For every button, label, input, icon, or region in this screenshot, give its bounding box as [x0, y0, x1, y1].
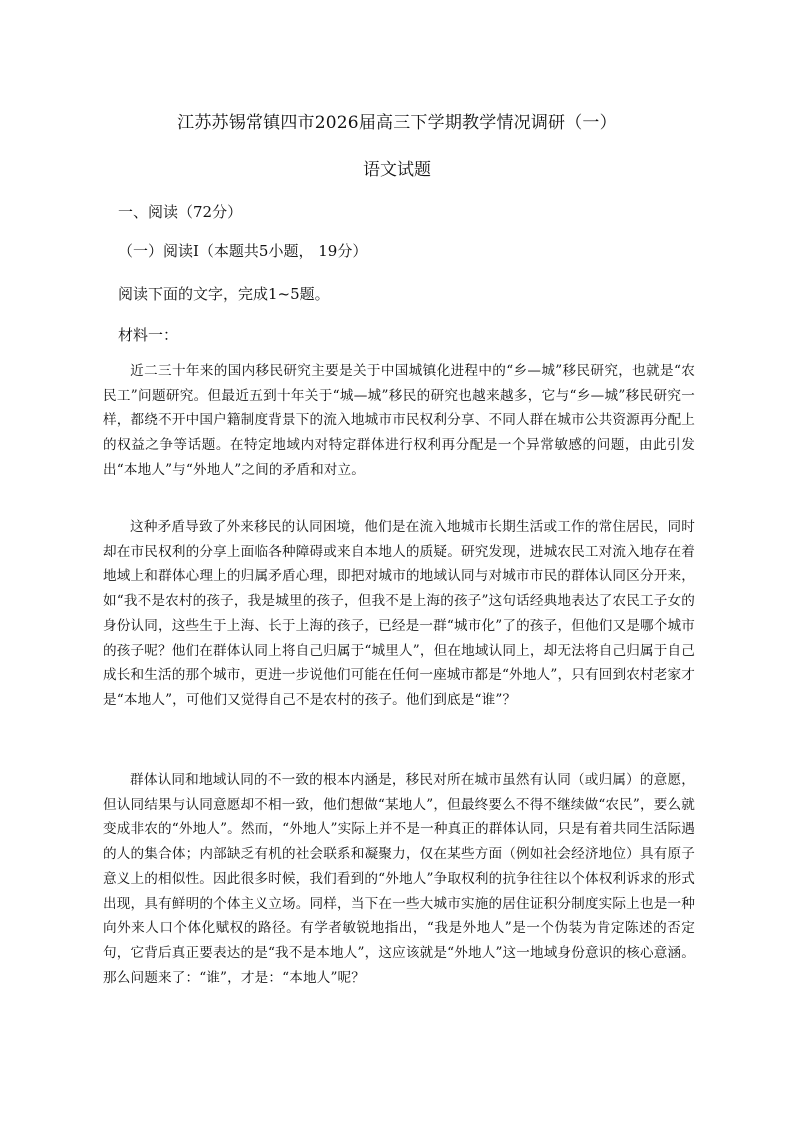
document-title: 江苏苏锡常镇四市2026届高三下学期教学情况调研（一） [177, 113, 617, 133]
paragraph-1-text: 近二三十年来的国内移民研究主要是关于中国城镇化进程中的“乡—城”移民研究，也就是“农民工”问题研究。但最近五到十年关于“城—城”移民的研究也越来越多，它与“乡—城”移民研究一样，都绕不开中国户籍制度背景下的流入地城市市民权利分享、不同人群在城市公共资源再分配上的权益之争等话题。在特定地域内对特定群体进行权利再分配是一个异常敏感的问题，由此引发出“本地人”与“外地人”之间的矛盾和对立。 [103, 363, 695, 478]
paragraph-3 [103, 768, 695, 990]
paragraph-3-text: 群体认同和地域认同的不一致的根本内涵是，移民对所在城市虽然有认同（或归属）的意愿，但认同结果与认同意愿却不相一致，他们想做“某地人”，但最终要么不得不继续做“农民”，要么就变成非农的“外地人”。然而，“外地人”实际上并不是一种真正的群体认同，只是有着共同生活际遇的人的集合体；内部缺乏有机的社会联系和凝聚力，仅在某些方面（例如社会经济地位）具有原子意义上的相似性。因此很多时候，我们看到的“外地人”争取权利的抗争往往以个体权利诉求的形式出现，具有鲜明的个体主义立场。同样，当下在一些大城市实施的居住证积分制度实际上也是一种向外来人口个体化赋权的路径。有学者敏锐地指出，“我是外地人”是一个伪装为肯定陈述的否定句，它背后真正要表达的是“我不是本地人”，这应该就是“外地人”这一地域身份意识的核心意涵。那么问题来了：“谁”，才是：“本地人”呢？ [103, 772, 695, 986]
subsection-heading: （一）阅读Ⅰ（本题共5小题， 19分） [118, 242, 368, 260]
document-subtitle: 语文试题 [363, 160, 431, 180]
instruction-text: 阅读下面的文字，完成1~5题。 [118, 285, 330, 303]
material-label: 材料一： [118, 326, 179, 344]
paragraph-1 [103, 359, 695, 483]
section-heading: 一、阅读（72分） [118, 203, 243, 221]
paragraph-2 [103, 515, 695, 713]
paragraph-2-text: 这种矛盾导致了外来移民的认同困境，他们是在流入地城市长期生活或工作的常住居民，同时却在市民权利的分享上面临各种障碍或来自本地人的质疑。研究发现，进城农民工对流入地存在着地域上和群体心理上的归属矛盾心理，即把对城市的地域认同与对城市市民的群体认同区分开来，如“我不是农村的孩子，我是城里的孩子，但我不是上海的孩子”这句话经典地表达了农民工子女的身份认同，这些生于上海、长于上海的孩子，已经是一群“城市化”了的孩子，但他们又是哪个城市的孩子呢？他们在群体认同上将自己归属于“城里人”，但在地域认同上，却无法将自己归属于自己成长和生活的那个城市，更进一步说他们可能在任何一座城市都是“外地人”，只有回到农村老家才是“本地人”，可他们又觉得自己不是农村的孩子。他们到底是“谁”？ [103, 519, 695, 708]
